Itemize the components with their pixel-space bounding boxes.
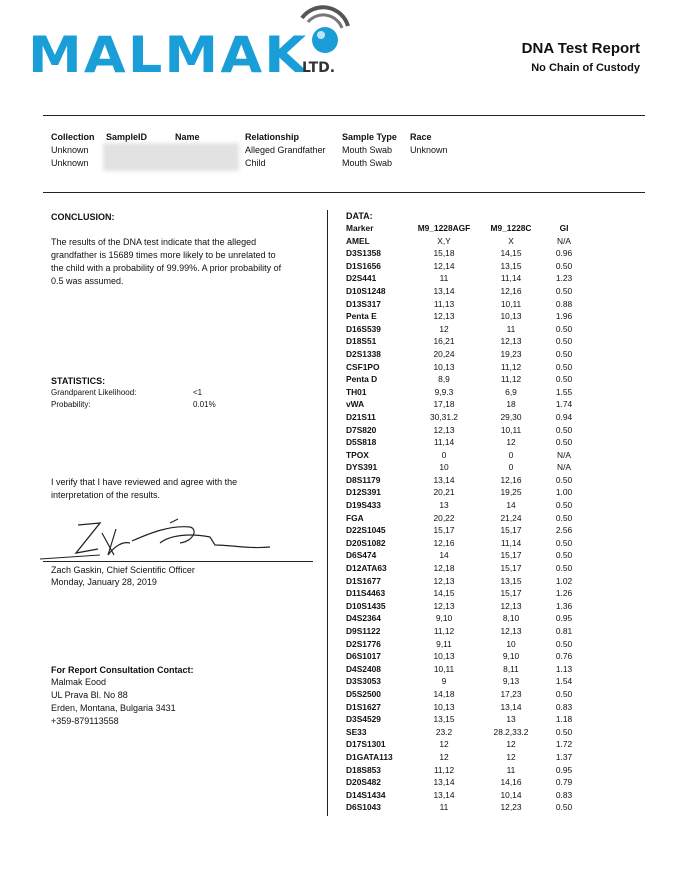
child-cell: 10,11: [500, 298, 522, 309]
child-cell: 15,17: [500, 525, 522, 536]
contact-details: Malmak Eood UL Prava Bl. No 88 Erden, Montana, Bulgaria 3431 +359-879113558: [51, 677, 176, 726]
child-cell: 11: [506, 323, 516, 334]
gi-cell: 0.50: [555, 500, 573, 511]
child-cell: 11,12: [500, 374, 522, 385]
marker-cell: D5S818: [346, 437, 377, 448]
gi-cell: 1.26: [555, 588, 573, 599]
marker-cell: D2S441: [346, 273, 377, 284]
gi-cell: 0.50: [555, 424, 573, 435]
table-row: [346, 688, 586, 701]
agf-cell: 10,13: [433, 651, 455, 662]
stat-label-likelihood: Grandparent Likelihood:: [51, 388, 137, 397]
signer-name: Zach Gaskin, Chief Scientific Officer: [51, 565, 195, 575]
child-cell: 19,25: [500, 487, 522, 498]
child-cell: 14,15: [500, 248, 522, 259]
company-logo-text: MALMAK: [28, 26, 309, 84]
agf-cell: 12,13: [433, 600, 455, 611]
table-row: [346, 247, 586, 260]
stat-value-likelihood: <1: [193, 388, 203, 397]
child-cell: X: [508, 235, 514, 246]
child-cell: 12: [506, 739, 516, 750]
agf-cell: 11,12: [433, 626, 455, 636]
gi-cell: 1.37: [555, 751, 573, 762]
table-row: [346, 801, 586, 814]
child-cell: 12,16: [500, 285, 522, 296]
gi-cell: 1.54: [555, 676, 573, 687]
agf-cell: 13,14: [433, 285, 455, 296]
marker-cell: D4S2364: [346, 613, 381, 624]
agf-cell: 9,11: [436, 638, 452, 649]
gi-cell: N/A: [557, 235, 571, 246]
table-row: [346, 310, 586, 323]
agf-cell: 13,15: [433, 714, 455, 725]
marker-cell: D11S4463: [346, 588, 386, 599]
agf-cell: 13,14: [433, 789, 455, 800]
table-row: [346, 600, 586, 613]
marker-cell: DYS391: [346, 462, 378, 473]
table-row: [346, 235, 586, 248]
agf-cell: 15,17: [433, 525, 455, 536]
marker-cell: Penta E: [346, 311, 377, 322]
agf-cell: 10,13: [433, 701, 455, 712]
agf-cell: 23.2: [435, 726, 453, 737]
col-marker: Marker: [346, 223, 374, 233]
marker-cell: D3S1358: [346, 248, 381, 259]
agf-cell: 14,15: [433, 588, 455, 599]
gi-cell: 0.83: [555, 701, 573, 712]
redacted-sample-id-and-name: [103, 143, 239, 171]
child-cell: 9,10: [502, 651, 520, 662]
agf-cell: 11: [439, 802, 449, 813]
child-cell: 8,11: [503, 663, 519, 674]
conclusion-text: The results of the DNA test indicate that the alleged grandfather is 15689 times more likely to be unrelated to the child with a probability of 99.99%. A prior probability of 0.5 was assumed.: [51, 237, 282, 286]
table-row: [346, 386, 586, 399]
gi-cell: 0.95: [555, 764, 573, 775]
agf-cell: 9,10: [435, 613, 453, 624]
agf-cell: 12,14: [433, 260, 455, 271]
marker-cell: D1S1656: [346, 260, 381, 271]
table-row: [346, 361, 586, 374]
agf-cell: 12,13: [433, 311, 455, 322]
verification-text: I verify that I have reviewed and agree with the interpretation of the results.: [51, 477, 238, 500]
col-header-collection: Collection: [51, 132, 95, 142]
table-row: [346, 549, 586, 562]
table-row: [346, 751, 586, 764]
marker-cell: Penta D: [346, 374, 378, 385]
gi-cell: 0.79: [555, 777, 573, 788]
gi-cell: 0.50: [555, 323, 573, 334]
gi-cell: 0.50: [555, 361, 573, 372]
statistics-heading: STATISTICS:: [51, 376, 106, 386]
table-row: [346, 512, 586, 525]
agf-cell: 17,18: [433, 399, 455, 410]
agf-cell: 11: [439, 273, 449, 284]
child-cell: 19,23: [500, 348, 522, 359]
marker-cell: D18S51: [346, 336, 377, 347]
gi-cell: 1.23: [555, 273, 573, 284]
child-cell: 12,13: [500, 600, 522, 611]
gi-cell: 0.50: [555, 563, 573, 574]
child-cell: 18: [506, 399, 516, 410]
agf-cell: 11,13: [433, 298, 455, 309]
agf-cell: 15,18: [433, 248, 455, 259]
child-cell: 15,17: [500, 563, 522, 574]
marker-cell: D12S391: [346, 487, 381, 498]
report-date: Monday, January 28, 2019: [51, 577, 157, 587]
child-cell: 29,30: [500, 411, 522, 422]
column-divider: [327, 210, 328, 816]
marker-cell: D9S1122: [346, 626, 381, 636]
table-row: [346, 587, 586, 600]
report-subtitle: No Chain of Custody: [531, 62, 640, 74]
child-cell: 11: [506, 764, 516, 775]
table-row: [346, 738, 586, 751]
table-row: [346, 373, 586, 386]
gi-cell: 1.02: [555, 575, 573, 586]
table-row: [346, 298, 586, 311]
table-row: [346, 789, 586, 802]
signature: [40, 515, 280, 565]
agf-cell: 14: [439, 550, 449, 561]
marker-cell: D22S1045: [346, 525, 386, 536]
table-row: [346, 424, 586, 437]
table-row: [346, 575, 586, 588]
marker-cell: D6S474: [346, 550, 377, 561]
child-cell: 12,13: [500, 336, 522, 347]
gi-cell: 0.50: [555, 726, 573, 737]
marker-cell: D6S1017: [346, 651, 381, 662]
child-cell: 11,12: [500, 361, 522, 372]
gi-cell: 1.72: [555, 739, 573, 750]
gi-cell: 0.50: [555, 474, 573, 485]
agf-cell: 9,9.3: [434, 386, 454, 397]
marker-cell: D17S1301: [346, 739, 386, 750]
child-cell: 12: [506, 751, 516, 762]
marker-cell: D1S1677: [346, 575, 381, 586]
agf-cell: 10,13: [433, 361, 455, 372]
gi-cell: 1.74: [555, 399, 573, 410]
gi-cell: 1.36: [555, 600, 573, 611]
gi-cell: 0.50: [555, 688, 573, 699]
agf-cell: 12,16: [433, 537, 455, 548]
marker-cell: D13S317: [346, 298, 381, 309]
col-child: M9_1228C: [490, 223, 532, 233]
col-header-relationship: Relationship: [245, 132, 300, 142]
info-row1-relationship: Alleged Grandfather: [245, 145, 326, 155]
agf-cell: 20,22: [433, 512, 455, 523]
marker-cell: D3S3053: [346, 676, 381, 687]
table-row: [346, 537, 586, 550]
col-header-sampleid: SampleID: [106, 132, 148, 142]
agf-cell: 12,18: [433, 563, 455, 574]
table-row: [346, 486, 586, 499]
table-row: [346, 348, 586, 361]
table-row: [346, 663, 586, 676]
marker-cell: D10S1435: [346, 600, 386, 611]
table-row: [346, 411, 586, 424]
gi-cell: 0.50: [555, 374, 573, 385]
child-cell: 6,9: [505, 386, 517, 397]
marker-cell: D14S1434: [346, 789, 386, 800]
info-row2-relationship: Child: [245, 158, 266, 168]
agf-cell: 12: [439, 323, 449, 334]
marker-cell: D5S2500: [346, 688, 381, 699]
child-cell: 11,14: [500, 537, 522, 548]
signature-line: [43, 561, 313, 562]
gi-cell: 0.50: [555, 638, 573, 649]
table-row: [346, 625, 586, 638]
table-row: [346, 776, 586, 789]
gi-cell: 1.18: [555, 714, 573, 725]
marker-cell: D20S1082: [346, 537, 386, 548]
child-cell: 13,14: [500, 701, 522, 712]
gi-cell: 0.50: [555, 348, 573, 359]
marker-cell: D3S4529: [346, 714, 381, 725]
table-row: [346, 260, 586, 273]
gi-cell: 0.50: [555, 336, 573, 347]
table-row: [346, 612, 586, 625]
child-cell: 21,24: [500, 512, 522, 523]
marker-cell: D10S1248: [346, 285, 386, 296]
header-divider: [43, 115, 645, 116]
agf-cell: 11,14: [433, 437, 455, 448]
agf-cell: 11,12: [433, 764, 455, 775]
gi-cell: 1.96: [555, 311, 573, 322]
agf-cell: 8,9: [438, 374, 450, 385]
gi-cell: 0.81: [555, 626, 573, 636]
table-row: [346, 650, 586, 663]
agf-cell: 12: [439, 751, 449, 762]
marker-cell: D1GATA113: [346, 751, 393, 762]
col-gi: GI: [559, 223, 569, 233]
child-cell: 28.2,33.2: [493, 726, 529, 737]
marker-cell: D12ATA63: [346, 563, 387, 574]
col-header-race: Race: [410, 132, 432, 142]
child-cell: 12,16: [500, 474, 522, 485]
gi-cell: 0.96: [555, 248, 573, 259]
marker-cell: D19S433: [346, 500, 381, 511]
marker-cell: D2S1776: [346, 638, 381, 649]
table-row: [346, 398, 586, 411]
table-row: [346, 474, 586, 487]
marker-cell: D21S11: [346, 411, 376, 422]
child-cell: 10,13: [500, 311, 522, 322]
child-cell: 13,15: [500, 575, 522, 586]
gi-cell: 0.50: [555, 285, 573, 296]
child-cell: 14,16: [500, 777, 522, 788]
gi-cell: 0.50: [555, 260, 573, 271]
gi-cell: 1.55: [555, 386, 573, 397]
child-cell: 13,15: [500, 260, 522, 271]
child-cell: 14: [506, 500, 516, 511]
col-agf: M9_1228AGF: [417, 223, 471, 233]
child-cell: 13: [506, 714, 516, 725]
gi-cell: 0.50: [555, 550, 573, 561]
agf-cell: 10: [439, 462, 449, 473]
table-row: [346, 323, 586, 336]
agf-cell: 14,18: [433, 688, 455, 699]
child-cell: 15,17: [500, 588, 522, 599]
child-cell: 15,17: [500, 550, 522, 561]
col-header-name: Name: [175, 132, 200, 142]
marker-cell: CSF1PO: [346, 361, 380, 372]
agf-cell: 12: [439, 739, 449, 750]
agf-cell: 30,31.2: [430, 411, 458, 422]
child-cell: 12,13: [500, 626, 522, 636]
agf-cell: X,Y: [437, 235, 451, 246]
marker-cell: D7S820: [346, 424, 377, 435]
agf-cell: 12,13: [433, 575, 455, 586]
table-row: [346, 638, 586, 651]
agf-cell: 12,13: [433, 424, 455, 435]
contact-heading: For Report Consultation Contact:: [51, 665, 194, 675]
marker-cell: TH01: [346, 386, 367, 397]
marker-cell: SE33: [346, 726, 367, 737]
table-row: [346, 499, 586, 512]
gi-cell: 1.13: [555, 663, 573, 674]
report-title: DNA Test Report: [521, 40, 640, 57]
agf-cell: 20,24: [433, 348, 455, 359]
marker-cell: TPOX: [346, 449, 369, 460]
gi-cell: 0.50: [555, 802, 573, 813]
data-heading: DATA:: [346, 211, 373, 221]
col-header-sample-type: Sample Type: [342, 132, 397, 142]
gi-cell: 0.76: [555, 651, 573, 662]
agf-cell: 9: [441, 676, 447, 687]
info-row1-collection: Unknown: [51, 145, 89, 155]
info-row2-sample-type: Mouth Swab: [342, 158, 393, 168]
marker-cell: D16S539: [346, 323, 381, 334]
child-cell: 10: [506, 638, 516, 649]
agf-cell: 13,14: [433, 474, 455, 485]
stat-label-probability: Probability:: [51, 400, 91, 409]
agf-cell: 13,14: [433, 777, 455, 788]
conclusion-heading: CONCLUSION:: [51, 212, 115, 222]
marker-cell: D20S482: [346, 777, 381, 788]
agf-cell: 16,21: [433, 336, 455, 347]
gi-cell: 0.95: [555, 613, 573, 624]
marker-cell: D6S1043: [346, 802, 381, 813]
agf-cell: 20,21: [433, 487, 455, 498]
child-cell: 0: [508, 462, 514, 473]
gi-cell: N/A: [557, 449, 571, 460]
marker-cell: D8S1179: [346, 474, 381, 485]
agf-cell: 0: [441, 449, 447, 460]
table-row: [346, 524, 586, 537]
info-divider: [43, 192, 645, 193]
child-cell: 12: [506, 437, 516, 448]
info-row1-sample-type: Mouth Swab: [342, 145, 393, 155]
gi-cell: 0.50: [555, 537, 573, 548]
gi-cell: 0.50: [555, 437, 573, 448]
logo-orb-icon: [294, 4, 352, 62]
stat-value-probability: 0.01%: [193, 400, 216, 409]
table-row: [346, 713, 586, 726]
gi-cell: 0.94: [555, 411, 573, 422]
table-row: [346, 285, 586, 298]
marker-cell: D1S1627: [346, 701, 381, 712]
child-cell: 8,10: [502, 613, 520, 624]
gi-cell: N/A: [557, 462, 571, 473]
child-cell: 10,11: [500, 424, 522, 435]
info-row1-race: Unknown: [410, 145, 448, 155]
table-header-row: [346, 222, 586, 235]
gi-cell: 1.00: [555, 487, 573, 498]
gi-cell: 0.83: [555, 789, 573, 800]
marker-cell: D4S2408: [346, 663, 381, 674]
marker-cell: vWA: [346, 399, 365, 410]
child-cell: 17,23: [500, 688, 522, 699]
table-row: [346, 272, 586, 285]
child-cell: 10,14: [500, 789, 522, 800]
genotype-table: [346, 222, 586, 814]
marker-cell: AMEL: [346, 235, 370, 246]
agf-cell: 10,11: [433, 663, 455, 674]
gi-cell: 0.50: [555, 512, 573, 523]
table-row: [346, 461, 586, 474]
agf-cell: 13: [439, 500, 449, 511]
child-cell: 9,13: [502, 676, 520, 687]
table-row: [346, 449, 586, 462]
marker-cell: FGA: [346, 512, 364, 523]
child-cell: 11,14: [500, 273, 522, 284]
child-cell: 12,23: [500, 802, 522, 813]
table-row: [346, 675, 586, 688]
table-row: [346, 764, 586, 777]
table-row: [346, 562, 586, 575]
child-cell: 0: [508, 449, 514, 460]
table-row: [346, 436, 586, 449]
company-logo-suffix: LTD.: [302, 60, 336, 76]
table-row: [346, 335, 586, 348]
gi-cell: 2.56: [555, 525, 573, 536]
table-row: [346, 726, 586, 739]
info-row2-collection: Unknown: [51, 158, 89, 168]
marker-cell: D2S1338: [346, 348, 381, 359]
gi-cell: 0.88: [555, 298, 573, 309]
marker-cell: D18S853: [346, 764, 381, 775]
table-row: [346, 701, 586, 714]
